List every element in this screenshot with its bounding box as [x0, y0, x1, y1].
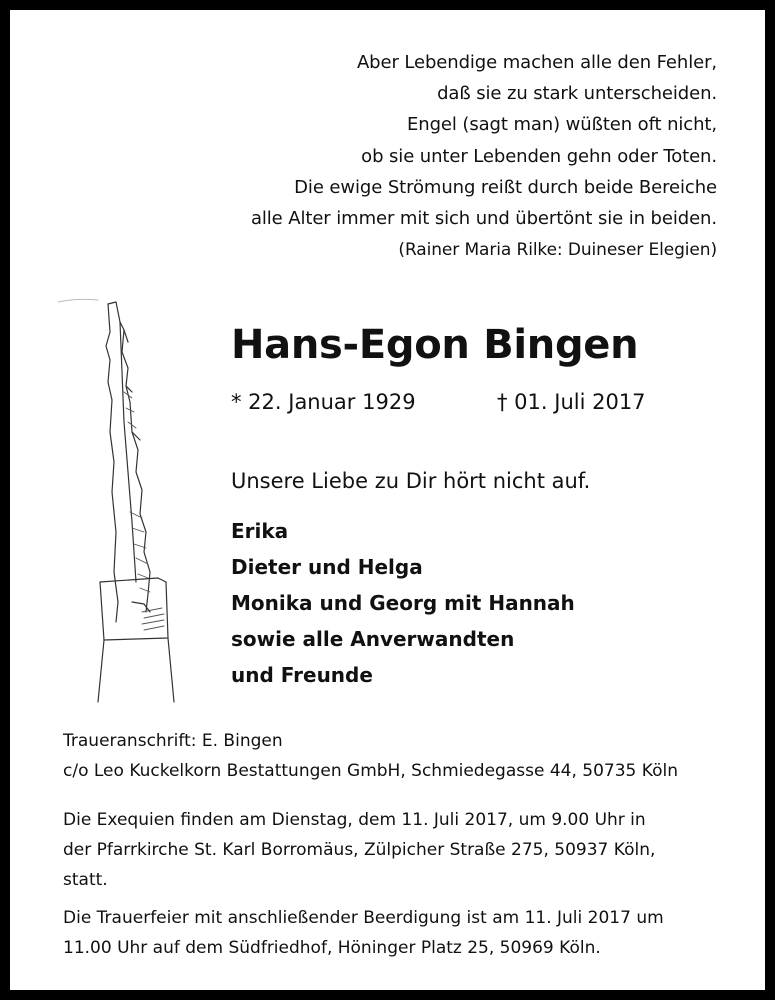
family-member: Dieter und Helga — [231, 555, 423, 579]
service-line: statt. — [63, 870, 108, 890]
sculpture-drawing-icon — [58, 282, 188, 712]
service-info — [63, 805, 733, 963]
address-line: c/o Leo Kuckelkorn Bestattungen GmbH, Schmiedegasse 44, 50735 Köln — [63, 761, 678, 781]
service-line: Die Trauerfeier mit anschließender Beerdigung ist am 11. Juli 2017 um — [63, 908, 664, 928]
memorial-message: Unsere Liebe zu Dir hört nicht auf. — [231, 469, 591, 493]
family-member: sowie alle Anverwandten — [231, 627, 515, 651]
burial-info — [63, 903, 733, 963]
poem-line: ob sie unter Lebenden gehn oder Toten. — [361, 145, 717, 167]
family-member: Erika — [231, 519, 289, 543]
address-line: Traueranschrift: E. Bingen — [63, 731, 283, 751]
poem-quote — [157, 47, 717, 266]
poem-line: alle Alter immer mit sich und übertönt sie in beiden. — [250, 208, 717, 230]
family-list — [231, 513, 575, 693]
poem-source: (Rainer Maria Rilke: Duineser Elegien) — [398, 240, 717, 261]
birth-date: * 22. Januar 1929 — [231, 390, 416, 414]
poem-line: Engel (sagt man) wüßten oft nicht, — [407, 114, 717, 136]
family-member: und Freunde — [231, 663, 373, 687]
poem-line: Aber Lebendige machen alle den Fehler, — [356, 52, 717, 73]
poem-line: Die ewige Strömung reißt durch beide Bereiche — [294, 176, 717, 198]
mourning-address — [63, 726, 678, 786]
service-line: Die Exequien finden am Dienstag, dem 11. Juli 2017, um 9.00 Uhr in — [63, 810, 646, 830]
death-date: † 01. Juli 2017 — [497, 390, 646, 414]
family-member: Monika und Georg mit Hannah — [231, 591, 575, 615]
service-line: der Pfarrkirche St. Karl Borromäus, Zülpicher Straße 275, 50937 Köln, — [63, 840, 656, 860]
poem-line: daß sie zu stark unterscheiden. — [437, 83, 717, 105]
deceased-name: Hans-Egon Bingen — [231, 322, 639, 368]
service-line: 11.00 Uhr auf dem Südfriedhof, Höninger Platz 25, 50969 Köln. — [63, 938, 601, 958]
